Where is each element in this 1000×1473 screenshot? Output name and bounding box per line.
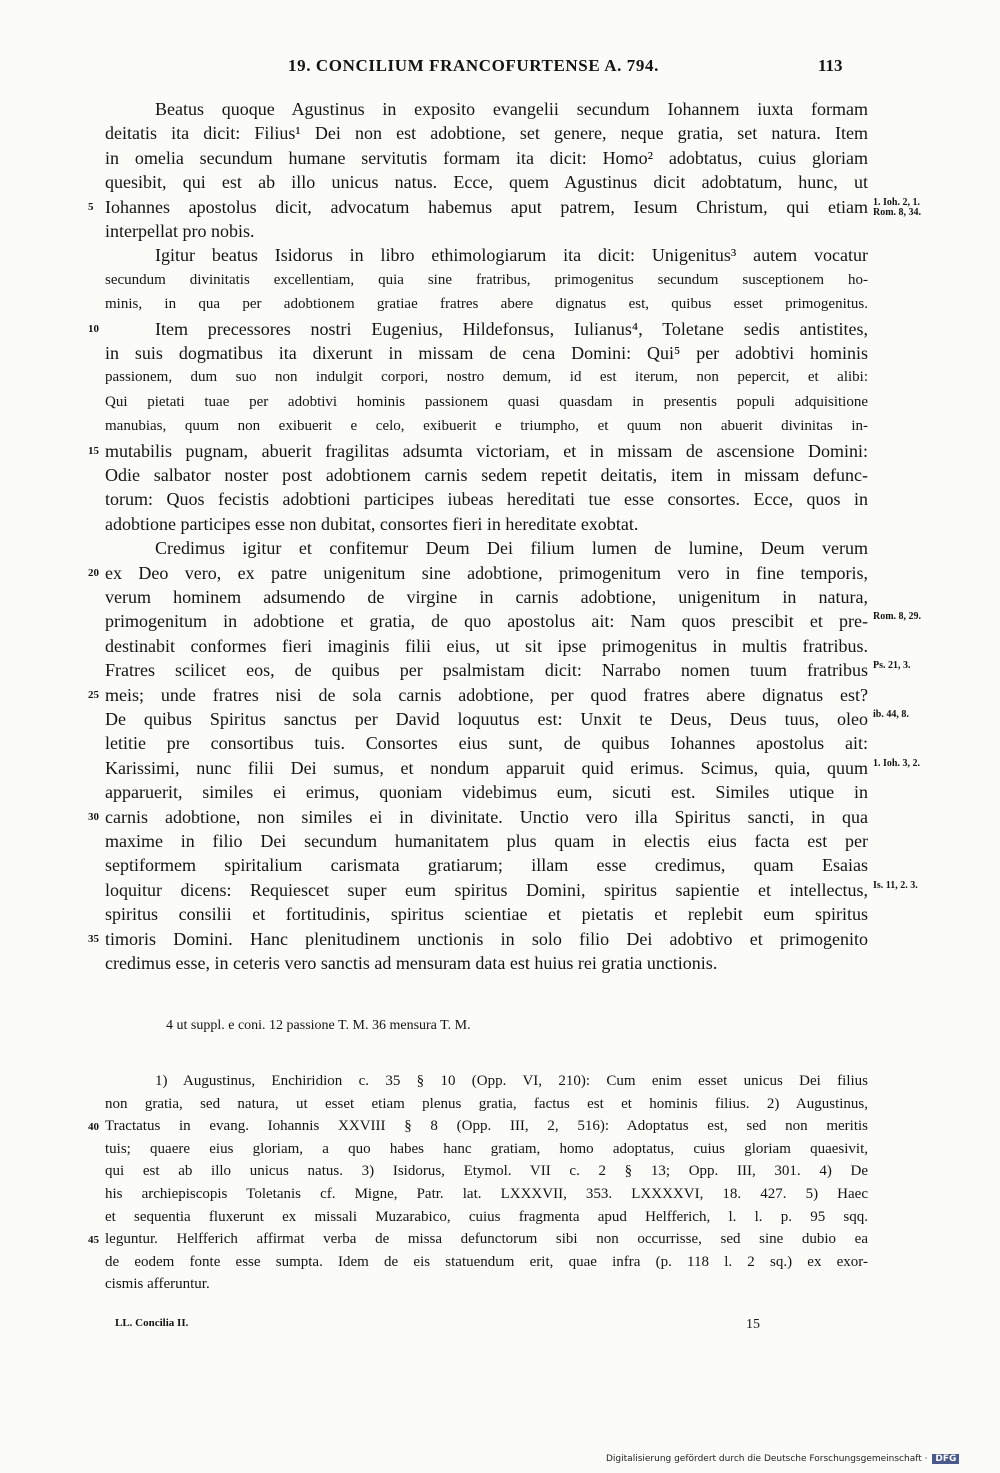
main-line: Igitur beatus Isidorus in libro ethimologiarum ita dicit: Unigenitus³ autem vocatur xyxy=(155,245,868,266)
footnote-line: leguntur. Helfferich affirmat verba de missa defunctorum sibi non occurrisse, sed sine dubio ea xyxy=(105,1231,868,1248)
marginal-reference: 1. Ioh. 2, 1. xyxy=(873,196,920,208)
main-line: Credimus igitur et confitemur Deum Dei filium lumen de lumine, Deum verum xyxy=(155,538,868,559)
main-line: adobtione participes esse non dubitat, consortes fieri in hereditate exobtat. xyxy=(105,513,639,534)
marginal-reference: Rom. 8, 34. xyxy=(873,206,922,218)
main-line: secundum divinitatis excellentiam, quia sine fratribus, primogenitus secundum susceptionem ho- xyxy=(105,271,868,288)
main-line: primogenitum in adobtione et gratia, de quo apostolus ait: Nam quos prescibit et pre- xyxy=(105,611,868,632)
main-line: manubias, quum non exibuerit e celo, exibuerit e triumpho, et quum non abuerit divinitas in- xyxy=(105,418,868,435)
line-number: 5 xyxy=(88,200,94,213)
main-line: spiritus consilii et fortitudinis, spiritus scientiae et pietatis et replebit eum spiritus xyxy=(105,904,868,925)
main-line: interpellat pro nobis. xyxy=(105,221,255,241)
main-line: Iohannes apostolus dicit, advocatum habemus aput patrem, Iesum Christum, qui etiam xyxy=(105,196,868,217)
page-number: 113 xyxy=(818,56,843,75)
marginal-reference: Rom. 8, 29. xyxy=(873,611,922,623)
footnote-line: de eodem fonte esse sumpta. Idem de eis statuendum erit, quae infra (p. 118 l. 2 sq.) ex exor- xyxy=(105,1253,868,1270)
main-line: apparuerit, similes ei erimus, quoniam videbimus eum, sicuti est. Similes utique in xyxy=(105,782,868,803)
marginal-reference: Ps. 21, 3. xyxy=(873,660,911,672)
line-number: 45 xyxy=(88,1234,99,1247)
main-line: Fratres scilicet eos, de quibus per psalmistam dicit: Narrabo nomen tuum fratribus xyxy=(105,660,868,681)
line-number: 15 xyxy=(88,444,99,457)
line-number: 20 xyxy=(88,566,99,579)
line-number: 25 xyxy=(88,688,99,701)
main-line: loquitur dicens: Requiescet super eum spiritus Domini, spiritus sapientie et intellectus, xyxy=(105,879,868,900)
marginal-reference: ib. 44, 8. xyxy=(873,709,909,720)
main-line: passionem, dum suo non indulgit corpori, nostro demum, id est iterum, non pepercit, et alibi: xyxy=(105,369,868,386)
line-number: 30 xyxy=(88,810,99,823)
main-line: destinabit conformes fieri imaginis filii eius, ut sit ipse primogenitus in multis fratribus. xyxy=(105,635,868,656)
main-line: torum: Quos fecistis adobtioni participes iubeas hereditati tue esse consortes. Ecce, quos in xyxy=(105,489,868,510)
marginal-reference: 1. Ioh. 3, 2. xyxy=(873,757,920,769)
sheet-signature: LL. Concilia II. xyxy=(115,1317,189,1329)
main-line: Beatus quoque Agustinus in exposito evangelii secundum Iohannem iuxta formam xyxy=(155,99,868,119)
main-line: Qui pietati tuae per adobtivi hominis passionem quasi quasdam in presentis populi adquisitione xyxy=(105,393,868,410)
main-line: deitatis ita dicit: Filius¹ Dei non est adobtione, set genere, neque gratia, set natura. Item xyxy=(105,123,868,144)
footnote-line: tuis; quaere eius gloriam, a quo habes hanc gratiam, homo adoptatus, cuius gloriam quaesivit, xyxy=(105,1140,868,1157)
main-line: timoris Domini. Hanc plenitudinem unctionis in solo filio Dei adobtivo et primogenito xyxy=(105,928,868,949)
main-line: septiformem spiritalium carismata gratiarum; illam esse credimus, quam Esaias xyxy=(105,855,868,876)
line-number: 40 xyxy=(88,1121,99,1134)
textual-variants: 4 ut suppl. e coni. 12 passione T. M. 36 mensura T. M. xyxy=(166,1018,471,1033)
main-line: quesibit, qui est ab illo unicus natus. Ecce, quem Agustinus dicit adobtatum, hunc, ut xyxy=(105,172,868,193)
main-line: letitie pre consortibus tuis. Consortes eius sunt, de quibus Iohannes apostolus ait: xyxy=(105,733,868,754)
main-line: maxime in filio Dei secundum humanitatem plus quam in electis eius facta est per xyxy=(105,831,868,851)
main-line: in omelia secundum humane servitutis formam ita dicit: Homo² adobtatus, cuius gloriam xyxy=(105,147,868,168)
footnote-line: his archiepiscopis Toletanis cf. Migne, Patr. lat. LXXXVII, 353. LXXXXVI, 18. 427. 5) Haec xyxy=(105,1186,868,1202)
sheet-number: 15 xyxy=(746,1317,760,1332)
main-line: De quibus Spiritus sanctus per David loquutus est: Unxit te Deus, Deus tuus, oleo xyxy=(105,709,868,729)
main-line: Karissimi, nunc filii Dei sumus, et nondum apparuit quid erimus. Scimus, quia, quum xyxy=(105,757,868,778)
marginal-reference: Is. 11, 2. 3. xyxy=(873,879,918,891)
line-number: 10 xyxy=(88,322,99,335)
footnote-line: cismis afferuntur. xyxy=(105,1276,210,1293)
main-line: ex Deo vero, ex patre unigenitum sine adobtione, primogenitum vero in fine temporis, xyxy=(105,562,868,583)
footnote-line: qui est ab illo unicus natus. 3) Isidorus, Etymol. VII c. 2 § 13; Opp. III, 301. 4) De xyxy=(105,1163,868,1180)
running-header xyxy=(0,56,1000,80)
footnote-line: Tractatus in evang. Iohannis XXVIII § 8 (Opp. III, 2, 516): Adoptatus est, sed non meritis xyxy=(105,1118,868,1135)
main-line: Odie salbator noster post adobtionem carnis sedem repetit deitatis, item in missam defunc- xyxy=(105,465,868,485)
main-line: meis; unde fratres nisi de sola carnis adobtione, per quod fratres abere dignatus est? xyxy=(105,684,868,705)
footnote-line: non gratia, sed natura, ut esset etiam plenus gratia, factus est et hominis filius. 2) Augustinus, xyxy=(105,1095,868,1112)
main-line: in suis dogmatibus ita dixerunt in missam de cena Domini: Qui⁵ per adobtivi hominis xyxy=(105,343,868,363)
footnote-line: et sequentia fluxerunt ex missali Muzarabico, cuius fragmenta apud Helfferich, l. l. p. 95 sqq. xyxy=(105,1208,868,1225)
footnote-line: 1) Augustinus, Enchiridion c. 35 § 10 (Opp. VI, 210): Cum enim esset unicus Dei filius xyxy=(155,1073,868,1089)
main-line: verum hominem adsumendo de virgine in carnis adobtione, unigenitum in natura, xyxy=(105,587,868,607)
running-title: 19. CONCILIUM FRANCOFURTENSE A. 794. xyxy=(288,56,659,75)
digitization-note: Digitalisierung gefördert durch die Deutsche Forschungsgemeinschaft · DFG xyxy=(606,1454,959,1464)
main-line: credimus esse, in ceteris vero sanctis ad mensuram data est huius rei gratia unctionis. xyxy=(105,953,718,973)
line-number: 35 xyxy=(88,932,99,945)
main-line: Item precessores nostri Eugenius, Hildefonsus, Iulianus⁴, Toletane sedis antistites, xyxy=(155,318,868,339)
dfg-logo: DFG xyxy=(932,1454,959,1464)
main-line: carnis adobtione, non similes ei in divinitate. Unctio vero illa Spiritus sancti, in qua xyxy=(105,806,868,827)
main-line: mutabilis pugnam, abuerit fragilitas adsumta victoriam, et in missam de ascensione Domini: xyxy=(105,440,868,461)
digitization-text: Digitalisierung gefördert durch die Deutsche Forschungsgemeinschaft xyxy=(606,1454,922,1464)
main-line: minis, in qua per adobtionem gratiae fratres abere dignatus est, quibus esset primogenitus. xyxy=(105,296,868,313)
